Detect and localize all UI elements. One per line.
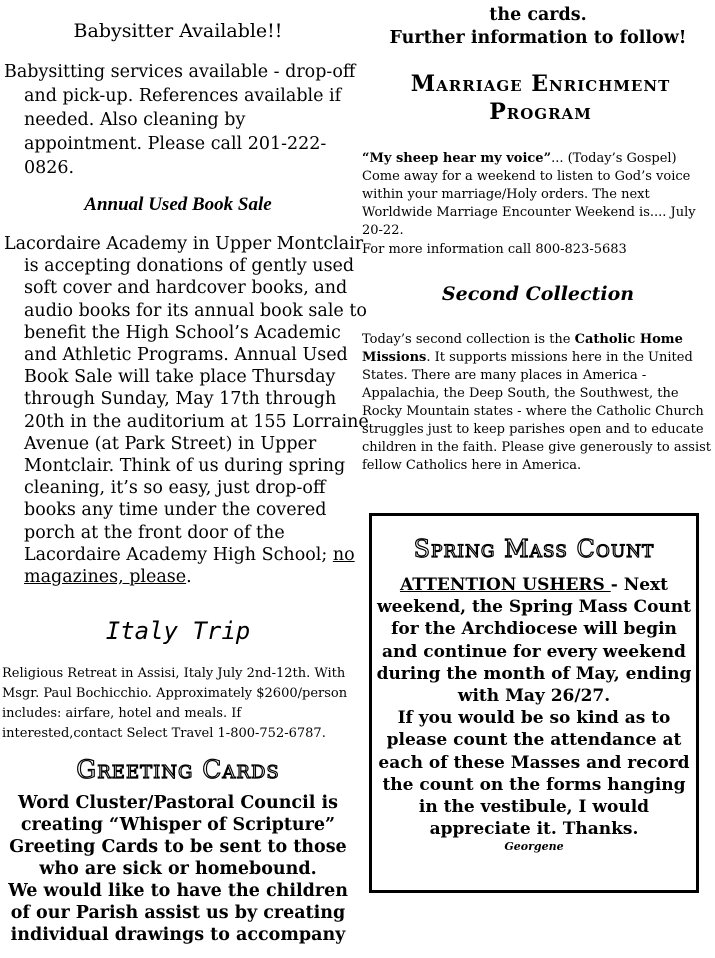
book-sale-underlined: no magazines, please xyxy=(24,544,355,588)
book-sale-text xyxy=(4,233,370,588)
signature: Georgene xyxy=(504,840,564,853)
greeting-cards-text xyxy=(0,792,356,946)
spring-mass-count-text xyxy=(373,574,695,840)
babysitter-heading: Babysitter Available!! xyxy=(73,20,283,42)
second-collection-lead: Today’s second collection is the xyxy=(362,332,575,347)
spring-mass-count-heading: Spring Mass Count xyxy=(413,535,655,563)
marriage-enrichment-text xyxy=(362,150,710,240)
italy-trip-heading: Italy Trip xyxy=(105,617,251,645)
greeting-cards-heading: Greeting Cards xyxy=(76,755,280,784)
marriage-enrichment-heading: Marriage Enrichment Program xyxy=(410,71,671,125)
spring-mass-dash: - Next weekend, the Spring Mass Count for the Archdiocese will begin and continue for every weekend during the month of May, ending with May 26/27. xyxy=(376,575,692,707)
book-sale-body: Lacordaire Academy in Upper Montclair is accepting donations of gently used soft cover and hardcover books, and audio books for its annual book sale to benefit the High School’s Academic and Athletic Programs. Annual Used Book Sale will take place Thursday through Sunday, May 17th through 20th in the auditorium at 155 Lorraine Avenue (at Park Street) in Upper Montclair. Think of us during spring cleaning, it’s so easy, just drop-off books any time under the covered porch at the front door of the Lacordaire Academy High School; xyxy=(4,234,369,565)
marriage-quote: “My sheep hear my voice” xyxy=(362,151,552,166)
marriage-body: ... (Today’s Gospel) Come away for a weekend to listen to God’s voice within your marriage/Holy orders. The next Worldwide Marriage Encounter Weekend is.... July 20-22. xyxy=(362,151,696,238)
second-collection-bold: Catholic Home Missions xyxy=(362,332,683,365)
book-sale-end: . xyxy=(186,567,192,588)
second-collection-heading: Second Collection xyxy=(441,283,635,305)
marriage-contact: For more information call 800-823-5683 xyxy=(362,242,627,257)
book-sale-heading: Annual Used Book Sale xyxy=(84,194,272,215)
attention-ushers: ATTENTION USHERS xyxy=(399,575,611,595)
greeting-cards-line2: We would like to have the children of our Parish assist us by creating individual drawings to accompany xyxy=(8,881,348,945)
greeting-cards-cont1: the cards. xyxy=(489,5,587,25)
greeting-cards-cont2: Further information to follow! xyxy=(389,28,687,48)
babysitter-text: Babysitting services available - drop-off and pick-up. References available if needed. Also cleaning by appointment. Please call 201-222-0826. xyxy=(4,62,356,178)
second-collection-body: . It supports missions here in the United States. There are many places in America - Appalachia, the Deep South, the Southwest, the Rocky Mountain states - where the Catholic Church struggles just to keep parishes open and to educate children in the faith. Please give generously to assist fellow Catholics here in America. xyxy=(362,350,711,473)
spring-mass-announcement xyxy=(373,574,695,707)
greeting-cards-line1: Word Cluster/Pastoral Council is creating “Whisper of Scripture” Greeting Cards to be sent to those who are sick or homebound. xyxy=(9,793,347,879)
italy-trip-text: Religious Retreat in Assisi, Italy July 2nd-12th. With Msgr. Paul Bochicchio. Approximately $2600/person includes: airfare, hotel and meals. If interested,contact Select Travel 1-800-752-6787. xyxy=(2,666,348,741)
second-collection-text xyxy=(362,331,712,475)
greeting-cards-continued xyxy=(366,4,710,50)
spring-mass-request: If you would be so kind as to please count the attendance at each of these Masses and record the count on the forms hanging in the vestibule, I would appreciate it. Thanks. xyxy=(378,708,690,840)
